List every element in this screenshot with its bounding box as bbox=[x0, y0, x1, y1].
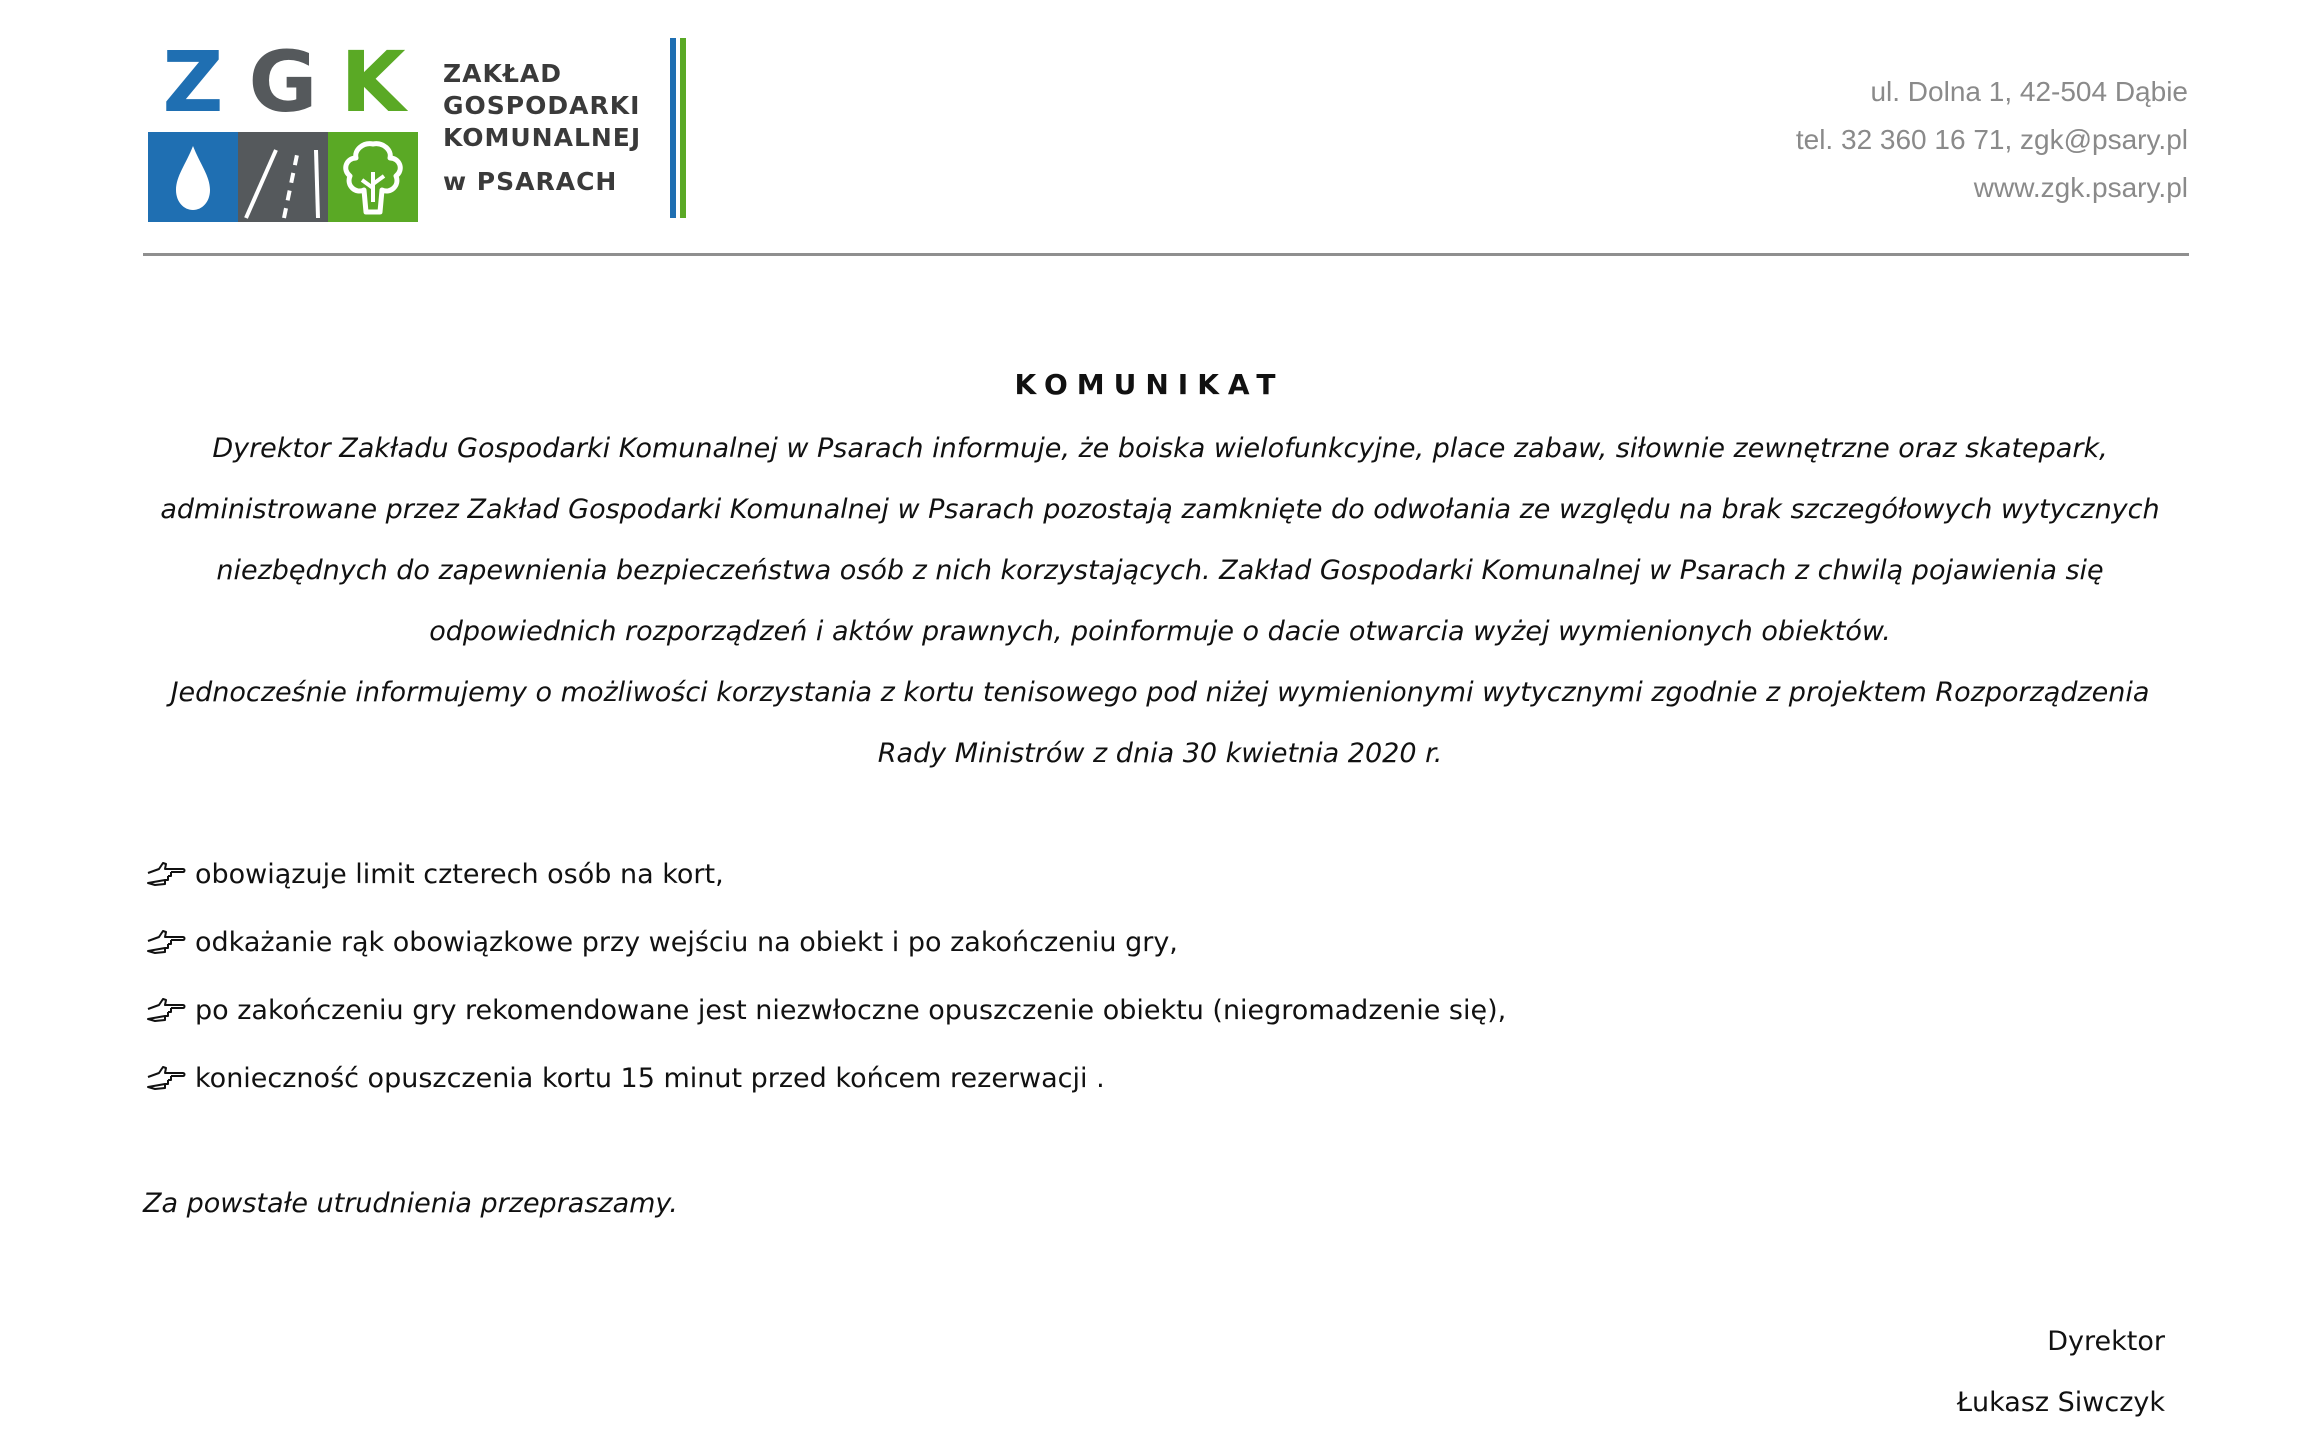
tree-icon bbox=[328, 132, 418, 222]
logo-letter-g: G bbox=[248, 33, 318, 131]
list-item-text: konieczność opuszczenia kortu 15 minut przed końcem rezerwacji . bbox=[195, 1062, 1105, 1094]
list-item bbox=[145, 1044, 1506, 1112]
company-name-line: w PSARACH bbox=[443, 167, 618, 196]
announcement-body bbox=[140, 418, 2180, 784]
logo-stripe-blue bbox=[670, 38, 676, 218]
logo-letter-z: Z bbox=[162, 33, 224, 131]
phone-email: tel. 32 360 16 71, zgk@psary.pl bbox=[1795, 124, 2188, 155]
water-drop-icon bbox=[148, 132, 238, 222]
body-line: Rady Ministrów z dnia 30 kwietnia 2020 r. bbox=[877, 738, 1443, 769]
contact-info bbox=[1796, 68, 2188, 212]
list-item-text: po zakończeniu gry rekomendowane jest niezwłoczne opuszczenie obiektu (niegromadzenie się), bbox=[195, 994, 1507, 1026]
list-item-text: obowiązuje limit czterech osób na kort, bbox=[195, 858, 724, 890]
list-item-text: odkażanie rąk obowiązkowe przy wejściu na obiekt i po zakończeniu gry, bbox=[195, 926, 1178, 958]
pointing-hand-icon bbox=[145, 993, 187, 1027]
list-item bbox=[145, 908, 1506, 976]
closing-apology: Za powstałe utrudnienia przepraszamy. bbox=[143, 1188, 678, 1219]
signatory-name: Łukasz Siwczyk bbox=[1956, 1387, 2165, 1418]
company-name bbox=[443, 58, 641, 198]
body-line: Jednocześnie informujemy o możliwości korzystania z kortu tenisowego pod niżej wymienionymi wytycznymi zgodnie z projektem Rozporządzenia bbox=[170, 677, 2150, 708]
address: ul. Dolna 1, 42-504 Dąbie bbox=[1870, 76, 2188, 107]
list-item bbox=[145, 840, 1506, 908]
signatory-title: Dyrektor bbox=[2047, 1326, 2165, 1357]
pointing-hand-icon bbox=[145, 1061, 187, 1095]
company-name-line: ZAKŁAD bbox=[443, 59, 563, 88]
website: www.zgk.psary.pl bbox=[1973, 172, 2188, 203]
logo-letter-k: K bbox=[340, 33, 406, 131]
body-line: niezbędnych do zapewnienia bezpieczeństwa osób z nich korzystających. Zakład Gospodarki Komunalnej w Psarach z chwilą pojawienia się bbox=[216, 555, 2104, 586]
document-heading: KOMUNIKAT bbox=[1014, 368, 1285, 401]
body-line: Dyrektor Zakładu Gospodarki Komunalnej w Psarach informuje, że boiska wielofunkcyjne, place zabaw, siłownie zewnętrzne oraz skatepark, bbox=[212, 433, 2108, 464]
zgk-logo bbox=[148, 33, 688, 223]
header-divider bbox=[143, 253, 2189, 256]
road-icon bbox=[238, 132, 328, 222]
company-name-line: KOMUNALNEJ bbox=[443, 123, 642, 152]
body-line: odpowiednich rozporządzeń i aktów prawnych, poinformuje o dacie otwarcia wyżej wymienionych obiektów. bbox=[429, 616, 1891, 647]
body-line: administrowane przez Zakład Gospodarki Komunalnej w Psarach pozostają zamknięte do odwołania ze względu na brak szczegółowych wytycznych bbox=[160, 494, 2160, 525]
pointing-hand-icon bbox=[145, 857, 187, 891]
rules-list bbox=[145, 840, 1506, 1112]
signature-block bbox=[1957, 1311, 2165, 1433]
company-name-line: GOSPODARKI bbox=[443, 91, 641, 120]
list-item bbox=[145, 976, 1506, 1044]
logo-stripe-green bbox=[680, 38, 686, 218]
pointing-hand-icon bbox=[145, 925, 187, 959]
